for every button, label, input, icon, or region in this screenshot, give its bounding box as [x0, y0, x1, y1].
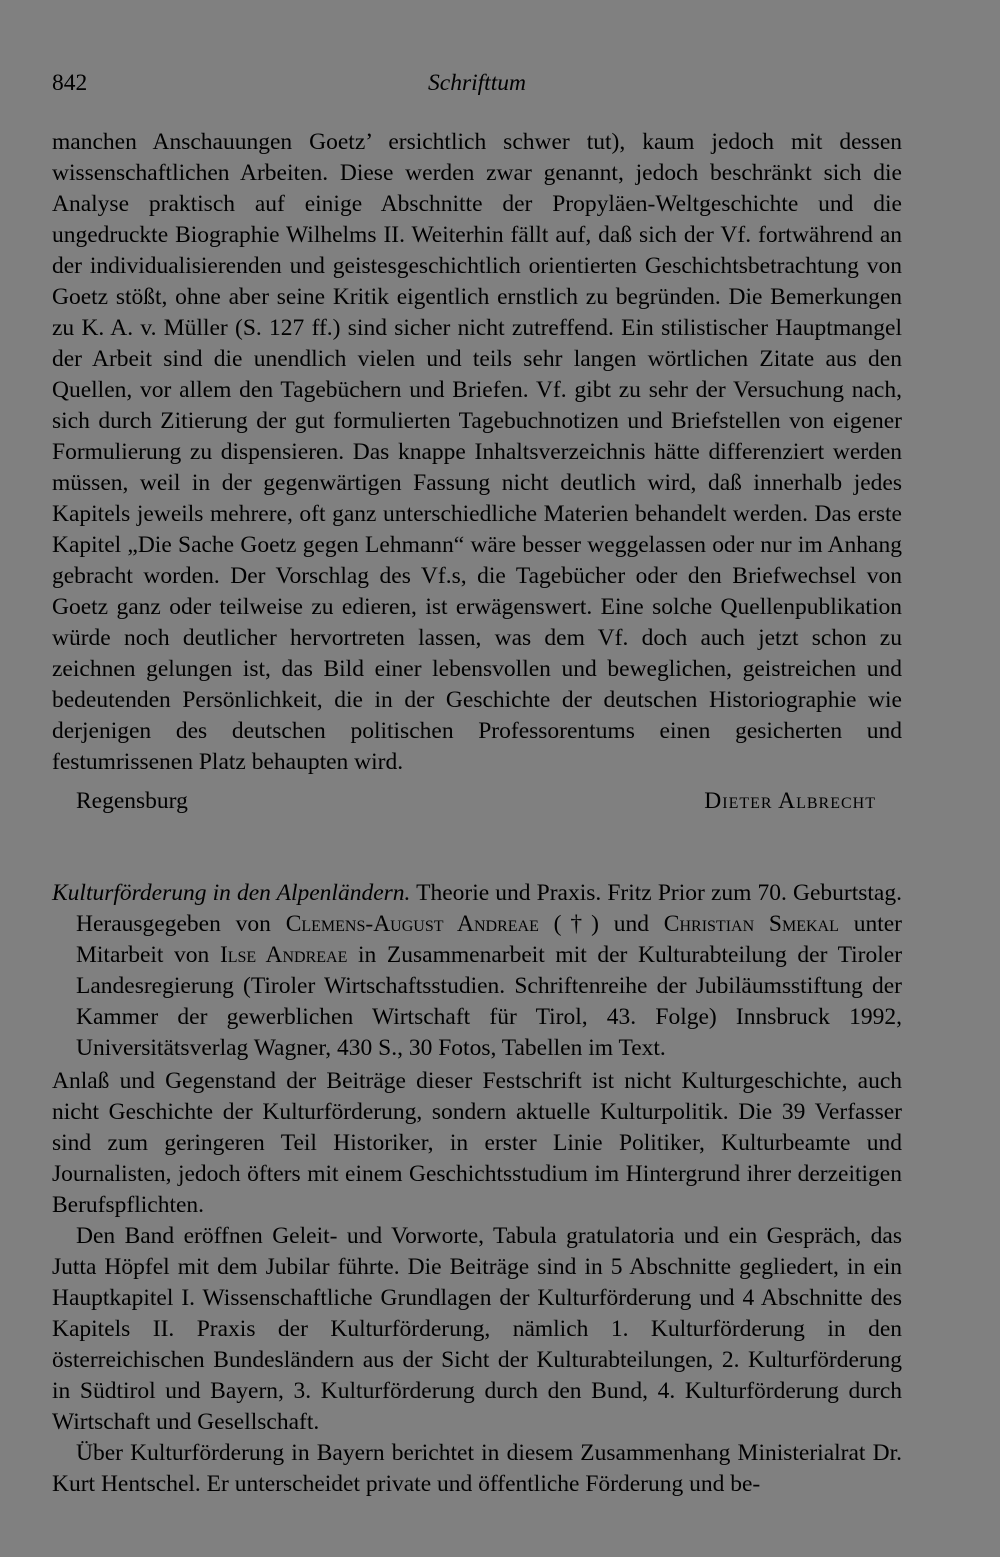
editor-name-3: Ilse Andreae [219, 942, 348, 968]
review-paragraph: Über Kulturförderung in Bayern berichtet in diesem Zusammenhang Ministerialrat Dr. Kurt Hentschel. Er unterscheidet private und öffentliche Förderung und be- [52, 1440, 902, 1497]
bib-text-part-4: in Zusammenarbeit mit der Kulturabteilung der Tiroler Landesregierung (Tiroler Wirtschaftsstudien. Schriftenreihe der Jubiläumsstiftung der Kammer der gewerblichen Wirtschaft für Tirol, 43. Folge) Innsbruck 1992, Universitätsverlag Wagner, 430 S., 30 Fotos, Tabellen im Text. [76, 942, 903, 1061]
editor-name-2: Christian Smekal [663, 911, 839, 937]
review-body [52, 1066, 902, 1500]
review-paragraph: Anlaß und Gegenstand der Beiträge dieser Festschrift ist nicht Kulturgeschichte, auch nicht Geschichte der Kulturförderung, sondern aktuelle Kulturpolitik. Die 39 Verfasser sind zum geringeren Teil Historiker, in erster Linie Politiker, Kulturbeamte und Journalisten, jedoch öfters mit einem Geschichtsstudium im Hintergrund ihrer derzeitigen Berufspflichten. [52, 1068, 902, 1218]
editor-name-1: Clemens-August Andreae [285, 911, 539, 937]
page-number: 842 [52, 70, 88, 96]
running-head [52, 68, 902, 98]
signature-author: Dieter Albrecht [704, 788, 876, 814]
signature-place: Regensburg [76, 788, 188, 814]
review-paragraph: Den Band eröffnen Geleit- und Vorworte, Tabula gratulatoria und ein Gespräch, das Jutta Höpfel mit dem Jubilar führte. Die Beiträge sind in 5 Abschnitte gegliedert, in ein Hauptkapitel I. Wissenschaftliche Grundlagen der Kulturförderung und 4 Abschnitte des Kapitels II. Praxis der Kulturförderung, nämlich 1. Kulturförderung in den österreichischen Bundesländern aus der Sicht der Kulturabteilungen, 2. Kulturförderung in Südtirol und Bayern, 3. Kulturförderung durch den Bund, 4. Kulturförderung durch Wirtschaft und Gesellschaft. [52, 1223, 902, 1435]
bib-text-part-2: (†) und [538, 911, 664, 937]
review-text-continued: manchen Anschauungen Goetz’ ersichtlich schwer tut), kaum jedoch mit dessen wissenschaftlichen Arbeiten. Diese werden zwar genannt, jedoch beschränkt sich die Analyse praktisch auf einige Abschnitte der Propyläen-Weltgeschichte und die ungedruckte Biographie Wilhelms II. Weiterhin fällt auf, daß sich der Vf. fortwährend an der individualisierenden und geistesgeschichtlich orientierten Geschichtsbetrachtung von Goetz stößt, ohne aber seine Kritik eigentlich ernstlich zu begründen. Die Bemerkungen zu K. A. v. Müller (S. 127 ff.) sind sicher nicht zutreffend. Ein stilistischer Hauptmangel der Arbeit sind die unendlich vielen und teils sehr langen wörtlichen Zitate aus den Quellen, vor allem den Tagebüchern und Briefen. Vf. gibt zu sehr der Versuchung nach, sich durch Zitierung der gut formulierten Tagebuchnotizen und Briefstellen von eigener Formulierung zu dispensieren. Das knappe Inhaltsverzeichnis hätte differenziert werden müssen, weil in der gegenwärtigen Fassung nicht deutlich wird, daß innerhalb jedes Kapitels jeweils mehrere, oft ganz unterschiedliche Materien behandelt werden. Das erste Kapitel „Die Sache Goetz gegen Lehmann“ wäre besser weggelassen oder nur im Anhang gebracht worden. Der Vorschlag des Vf.s, die Tagebücher oder den Briefwechsel von Goetz ganz oder teilweise zu edieren, ist erwägenswert. Eine solche Quellenpublikation würde noch deutlicher hervortreten lassen, was dem Vf. doch auch jetzt schon zu zeichnen gelungen ist, das Bild einer lebensvollen und beweglichen, geistreichen und bedeutenden Persönlichkeit, die in der Geschichte der deutschen Historiographie wie derjenigen des deutschen politischen Professorentums einen gesicherten und festumrissenen Platz behaupten wird. [52, 129, 902, 775]
bib-text-part-3: unter Mitarbeit von [76, 911, 902, 968]
running-title: Schrifttum [428, 70, 526, 96]
review-signature [76, 786, 876, 817]
book-title: Kulturförderung in den Alpenländern. [52, 880, 411, 906]
bibliographic-entry [52, 878, 902, 1064]
bib-text-part-1: Theorie und Praxis. Fritz Prior zum 70. Geburtstag. Herausgegeben von [76, 880, 902, 937]
